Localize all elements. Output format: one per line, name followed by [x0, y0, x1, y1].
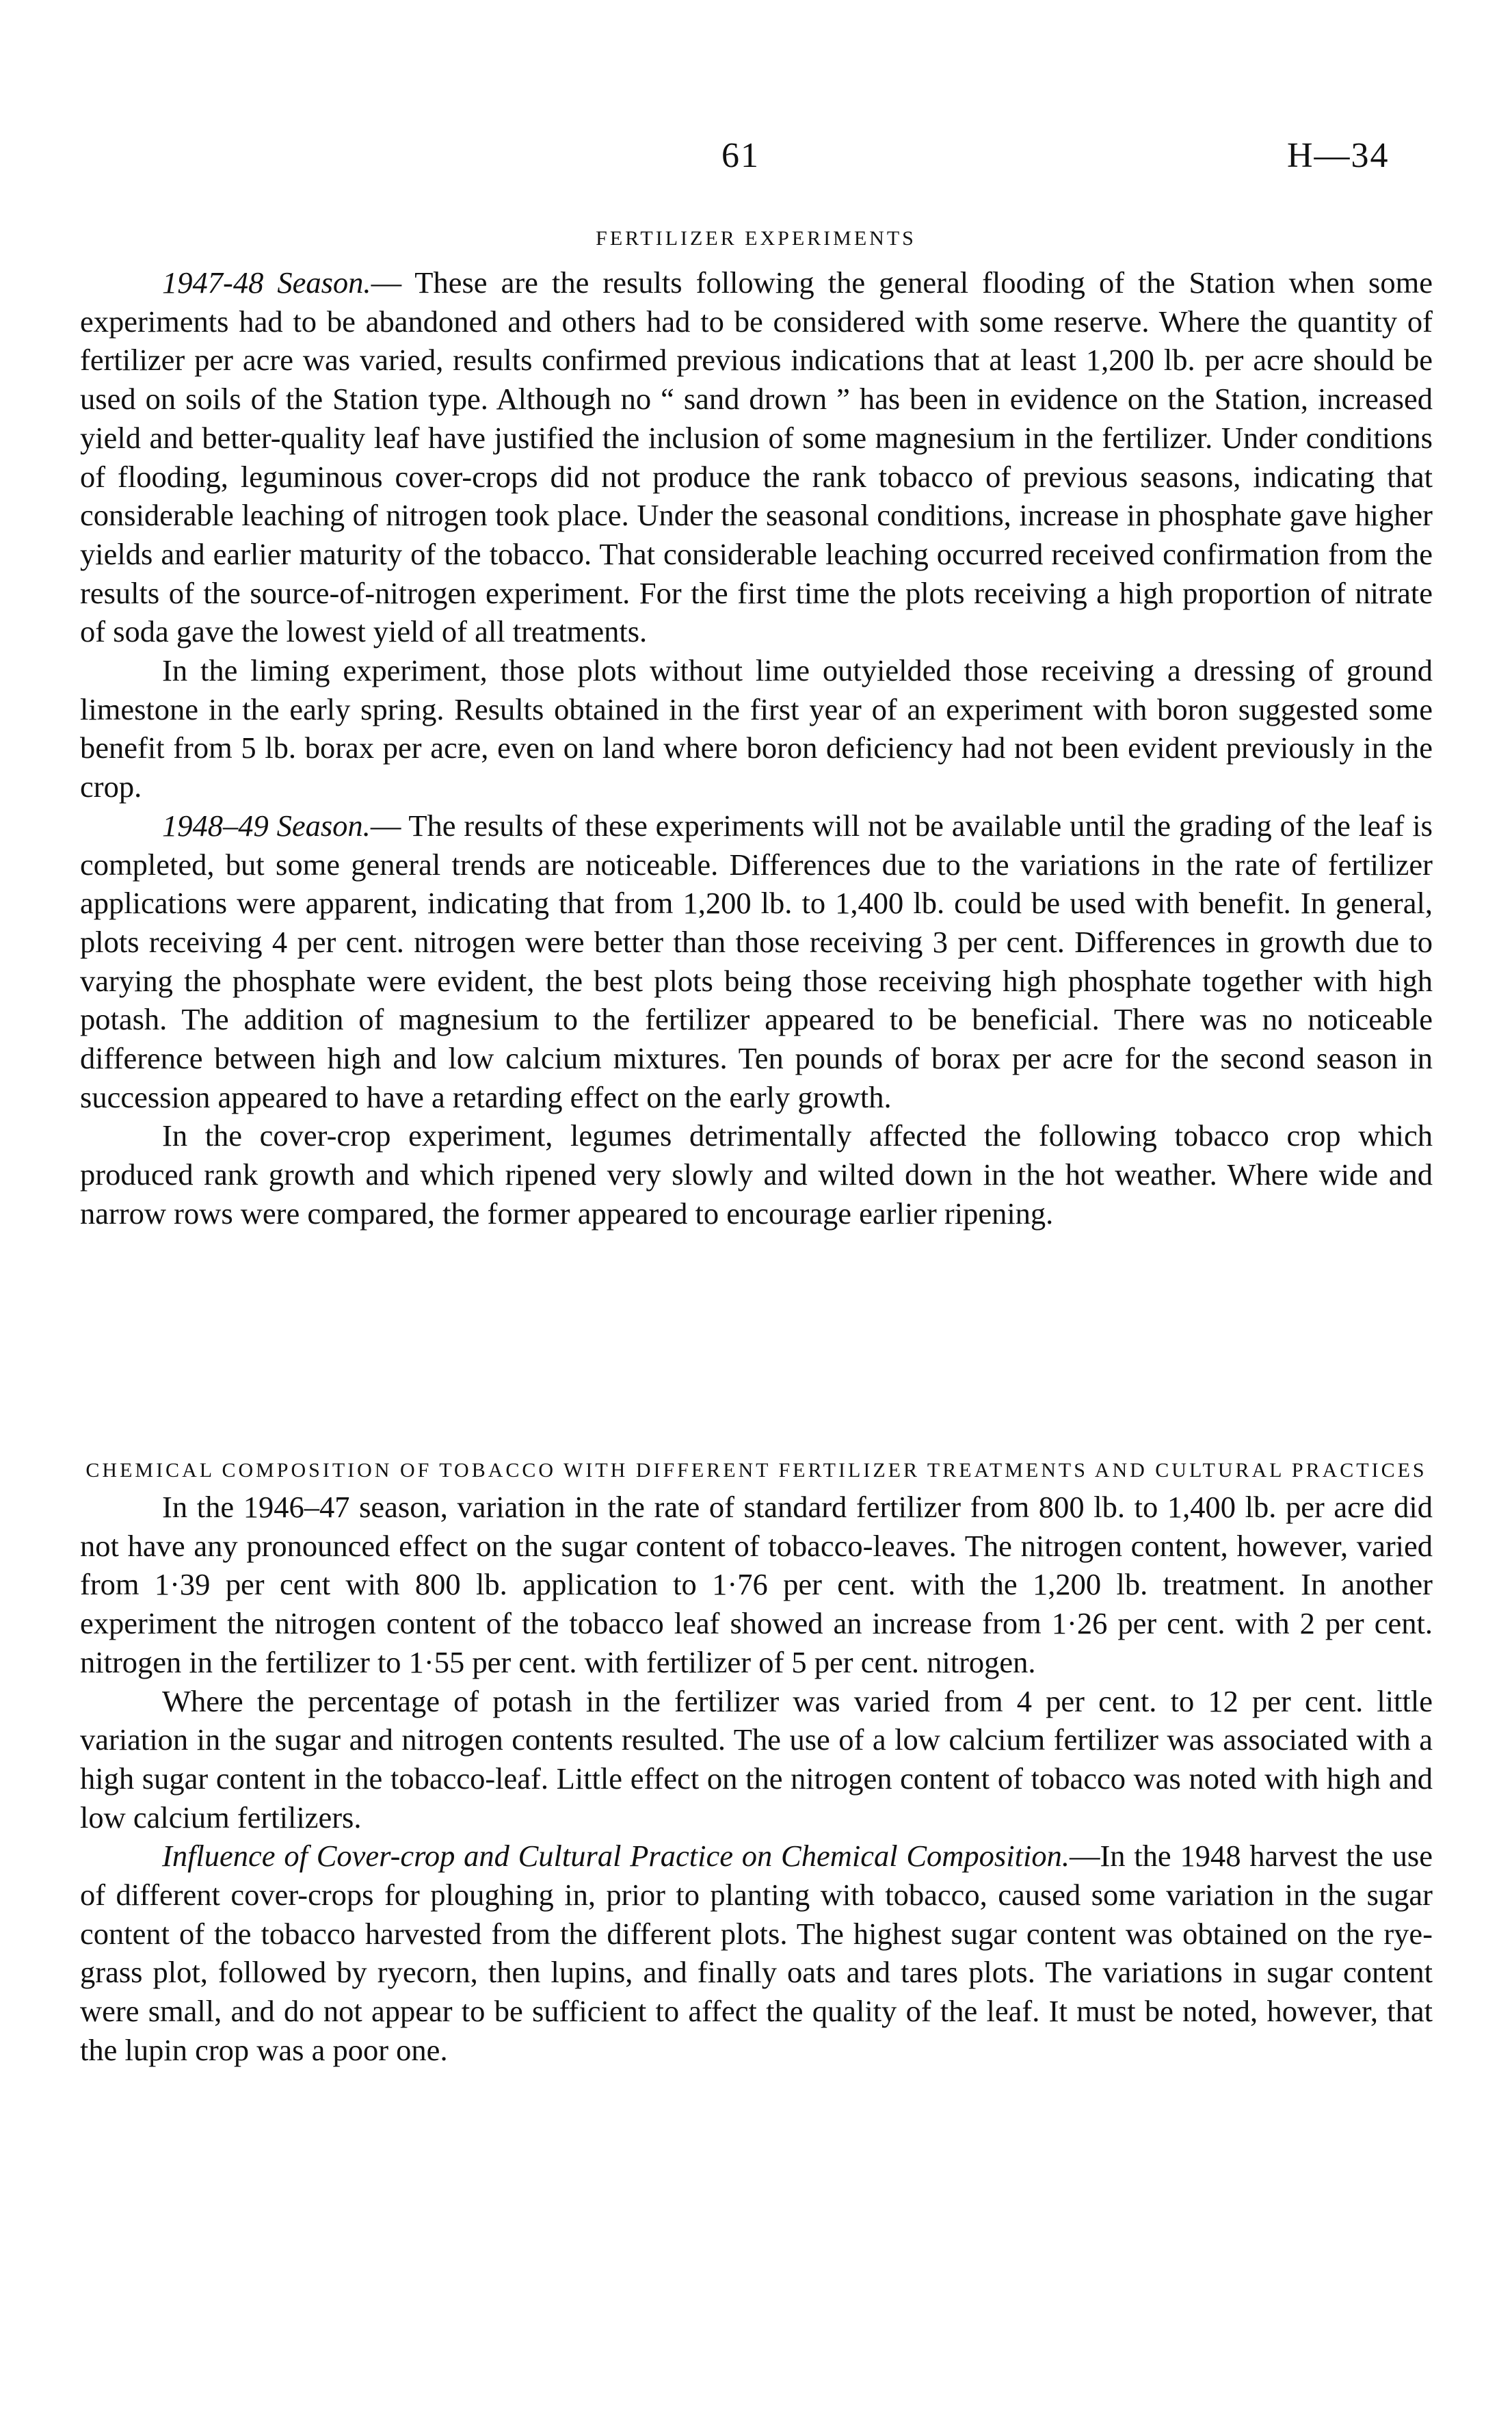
paragraph-text: — These are the results following the general flooding of the Station when some experiments had to be abandoned and others had to be considered with some reserve. Where the quantity of fertilizer per acre was varied, results confirmed previous indications that at least 1,200 lb. per acre should be used on soils of the Station type. Although no “ sand drown ” has been in evidence on the Station, increased yield and better-quality leaf have justified the inclusion of some magnesium in the fertilizer. Under conditions of flooding, leguminous cover-crops did not produce the rank tobacco of previous seasons, indicating that considerable leaching of nitrogen took place. Under the seasonal conditions, increase in phosphate gave higher yields and earlier maturity of the tobacco. That considerable leaching occurred received confirmation from the results of the source-of-nitrogen experiment. For the first time the plots receiving a high proportion of nitrate of soda gave the lowest yield of all treatments. — [80, 265, 1433, 649]
paragraph-1948-49-season — [80, 806, 1433, 1117]
season-label-1948-49: 1948–49 Season. — [162, 808, 371, 843]
influence-subheading: Influence of Cover-crop and Cultural Practice on Chemical Composition. — [162, 1839, 1070, 1874]
paragraph-potash-percentage: Where the percentage of potash in the fertilizer was varied from 4 per cent. to 12 per cent. little variation in the sugar and nitrogen contents resulted. The use of a low calcium fertilizer was associated with a high sugar content in the tobacco-leaf. Little effect on the nitrogen content of tobacco was noted with high and low calcium fertilizers. — [80, 1683, 1433, 1835]
chemical-composition-body — [80, 1454, 1433, 2070]
paragraph-text: —In the 1948 harvest the use of different cover-crops for ploughing in, prior to planting with tobacco, caused some variation in the sugar content of the tobacco harvested from the different plots. The highest sugar content was obtained on the rye-grass plot, followed by ryecorn, then lupins, and finally oats and tares plots. The variations in sugar content were small, and do not appear to be sufficient to affect the quality of the leaf. It must be noted, however, that the lupin crop was a poor one. — [80, 1839, 1433, 2067]
paragraph-1946-47-season: In the 1946–47 season, variation in the rate of standard fertilizer from 800 lb. to 1,400 lb. per acre did not have any pronounced effect on the sugar content of tobacco-leaves. The nitrogen content, however, varied from 1·39 per cent with 800 lb. application to 1·76 per cent. with the 1,200 lb. treatment. In another experiment the nitrogen content of the tobacco leaf showed an increase from 1·26 per cent. with 2 per cent. nitrogen in the fertilizer to 1·55 per cent. with fertilizer of 5 per cent. nitrogen. — [80, 1490, 1433, 1679]
page-number: 61 — [721, 136, 760, 175]
paragraph-cover-crop-influence — [80, 1837, 1433, 2069]
section-title: FERTILIZER EXPERIMENTS — [596, 227, 916, 250]
season-label-1947-48: 1947-48 Season. — [162, 265, 371, 300]
paragraph-cover-crop-experiment: In the cover-crop experiment, legumes detrimentally affected the following tobacco crop which produced rank growth and which ripened very slowly and wilted down in the hot weather. Where wide and narrow rows were compared, the former appeared to encourage earlier ripening. — [80, 1118, 1433, 1231]
chemical-composition-heading: CHEMICAL COMPOSITION OF TOBACCO WITH DIFFERENT FERTILIZER TREATMENTS AND CULTURAL PRACTICES — [85, 1459, 1427, 1482]
document-reference: H—34 — [1287, 136, 1390, 175]
paragraph-text: — The results of these experiments will not be available until the grading of the leaf is completed, but some general trends are noticeable. Differences due to the variations in the rate of fertilizer applications were apparent, indicating that from 1,200 lb. to 1,400 lb. could be used with benefit. In general, plots receiving 4 per cent. nitrogen were better than those receiving 3 per cent. Differences in growth due to varying the phosphate were evident, the best plots being those receiving high phosphate together with high potash. The addition of magnesium to the fertilizer appeared to be beneficial. There was no noticeable difference between high and low calcium mixtures. Ten pounds of borax per acre for the second season in succession appeared to have a retarding effect on the early growth. — [80, 808, 1433, 1114]
paragraph-1947-48-season — [80, 263, 1433, 651]
fertilizer-experiments-body — [80, 263, 1433, 1233]
paragraph-liming-experiment: In the liming experiment, those plots without lime outyielded those receiving a dressing of ground limestone in the early spring. Results obtained in the first year of an experiment with boron suggested some benefit from 5 lb. borax per acre, even on land where boron deficiency had not been evident previously in the crop. — [80, 653, 1433, 804]
